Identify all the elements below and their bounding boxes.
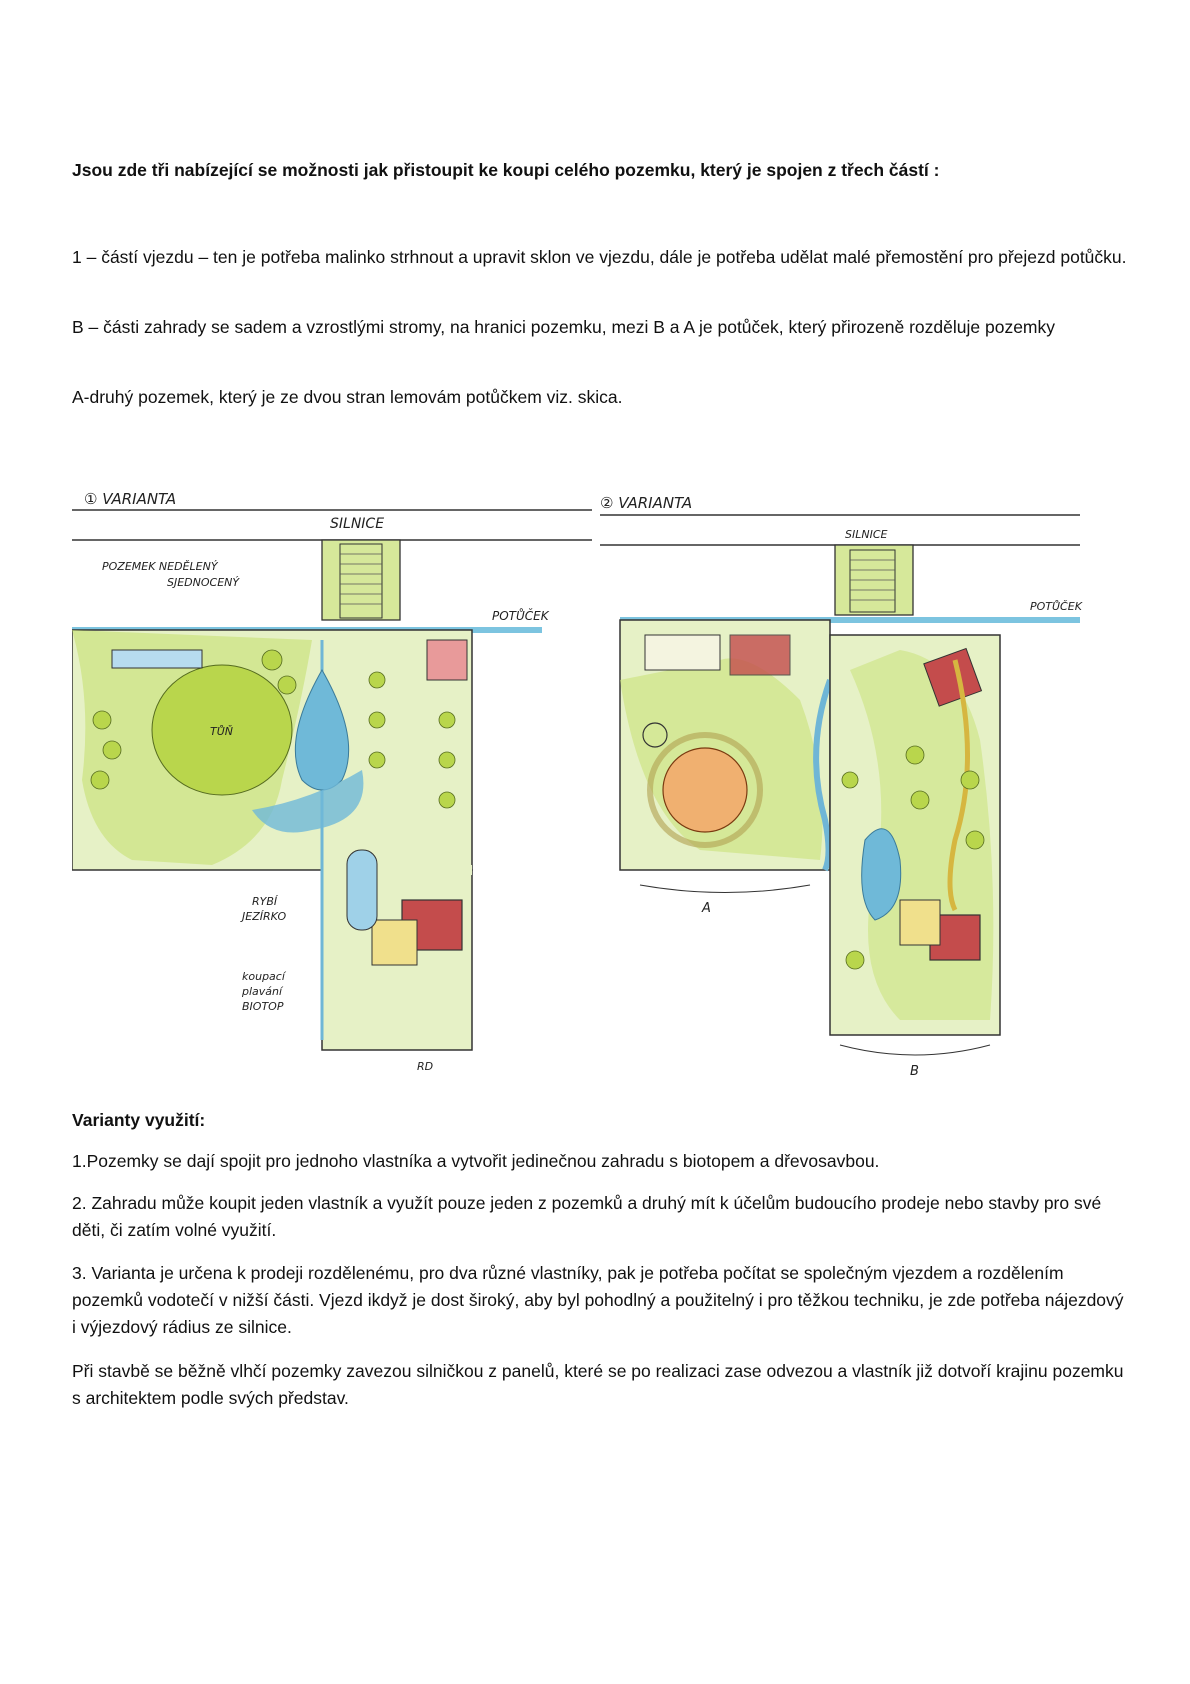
variant-1-sketch [72, 480, 592, 1080]
variant-2-road-label: SILNICE [845, 528, 888, 541]
intro-item-a: A-druhý pozemek, který je ze dvou stran lemovám potůčkem viz. skica. [72, 387, 623, 407]
usage-item-4: Při stavbě se běžně vlhčí pozemky zavezou silničkou z panelů, které se po realizaci zase odvezou a vlastník již dotvoří krajinu pozemku s architektem podle svých představ. [72, 1361, 1124, 1408]
variant-2-label-a: A [702, 901, 711, 916]
variant-1-fish-pond-line2: JEZÍRKO [242, 910, 287, 923]
usage-item-2: 2. Zahradu může koupit jeden vlastník a využít pouze jeden z pozemků a druhý mít k účelům budoucího prodeje nebo stavby pro své děti, či zatím volné využití. [72, 1193, 1102, 1240]
usage-item-3: 3. Varianta je určena k prodeji rozdělenému, pro dva různé vlastníky, pak je potřeba počítat se společným vjezdem a rozdělením pozemků vodotečí v nižší části. Vjezd ikdyž je dost široký, aby byl pohodlný a použitelný i pro těžkou techniku, je zde potřeba nájezdový i výjezdový rádius ze silnice. [72, 1263, 1124, 1337]
variant-1-note-line2: SJEDNOCENÝ [167, 576, 240, 589]
variant-1-biotope-line3: BIOTOP [242, 1000, 284, 1013]
variant-1-biotope-line1: koupací [242, 970, 285, 983]
intro-heading: Jsou zde tři nabízející se možnosti jak přistoupit ke koupi celého pozemku, který je spojen z třech částí : [72, 160, 940, 180]
variant-1-fish-pond-line1: RYBÍ [252, 895, 278, 908]
variant-1-title: ① VARIANTA [84, 490, 177, 508]
variant-1-road-label: SILNICE [330, 516, 385, 532]
variant-2-title: ② VARIANTA [600, 494, 693, 512]
variant-1-biotope-line2: plavání [242, 985, 283, 998]
intro-item-b: B – části zahrady se sadem a vzrostlými stromy, na hranici pozemku, mezi B a A je potůček, který přirozeně rozděluje pozemky [72, 317, 1056, 337]
usage-heading: Varianty využití: [72, 1110, 206, 1130]
usage-item-1: 1.Pozemky se dají spojit pro jednoho vlastníka a vytvořit jedinečnou zahradu s biotopem a dřevosavbou. [72, 1151, 880, 1171]
variant-2-stream-label: POTŮČEK [1030, 600, 1082, 613]
variant-1-house-label: RD [417, 1060, 434, 1073]
variant-1-stream-label: POTŮČEK [492, 609, 549, 623]
variant-2-sketch [600, 480, 1120, 1080]
variant-1-note-line1: POZEMEK NEDĚLENÝ [102, 560, 218, 573]
variant-2-label-b: B [910, 1064, 919, 1079]
intro-item-entrance: 1 – částí vjezdu – ten je potřeba malinko strhnout a upravit sklon ve vjezdu, dále je potřeba udělat malé přemostění pro přejezd potůčku. [72, 247, 1127, 267]
variant-1-pond-label: TŮŇ [210, 725, 233, 738]
